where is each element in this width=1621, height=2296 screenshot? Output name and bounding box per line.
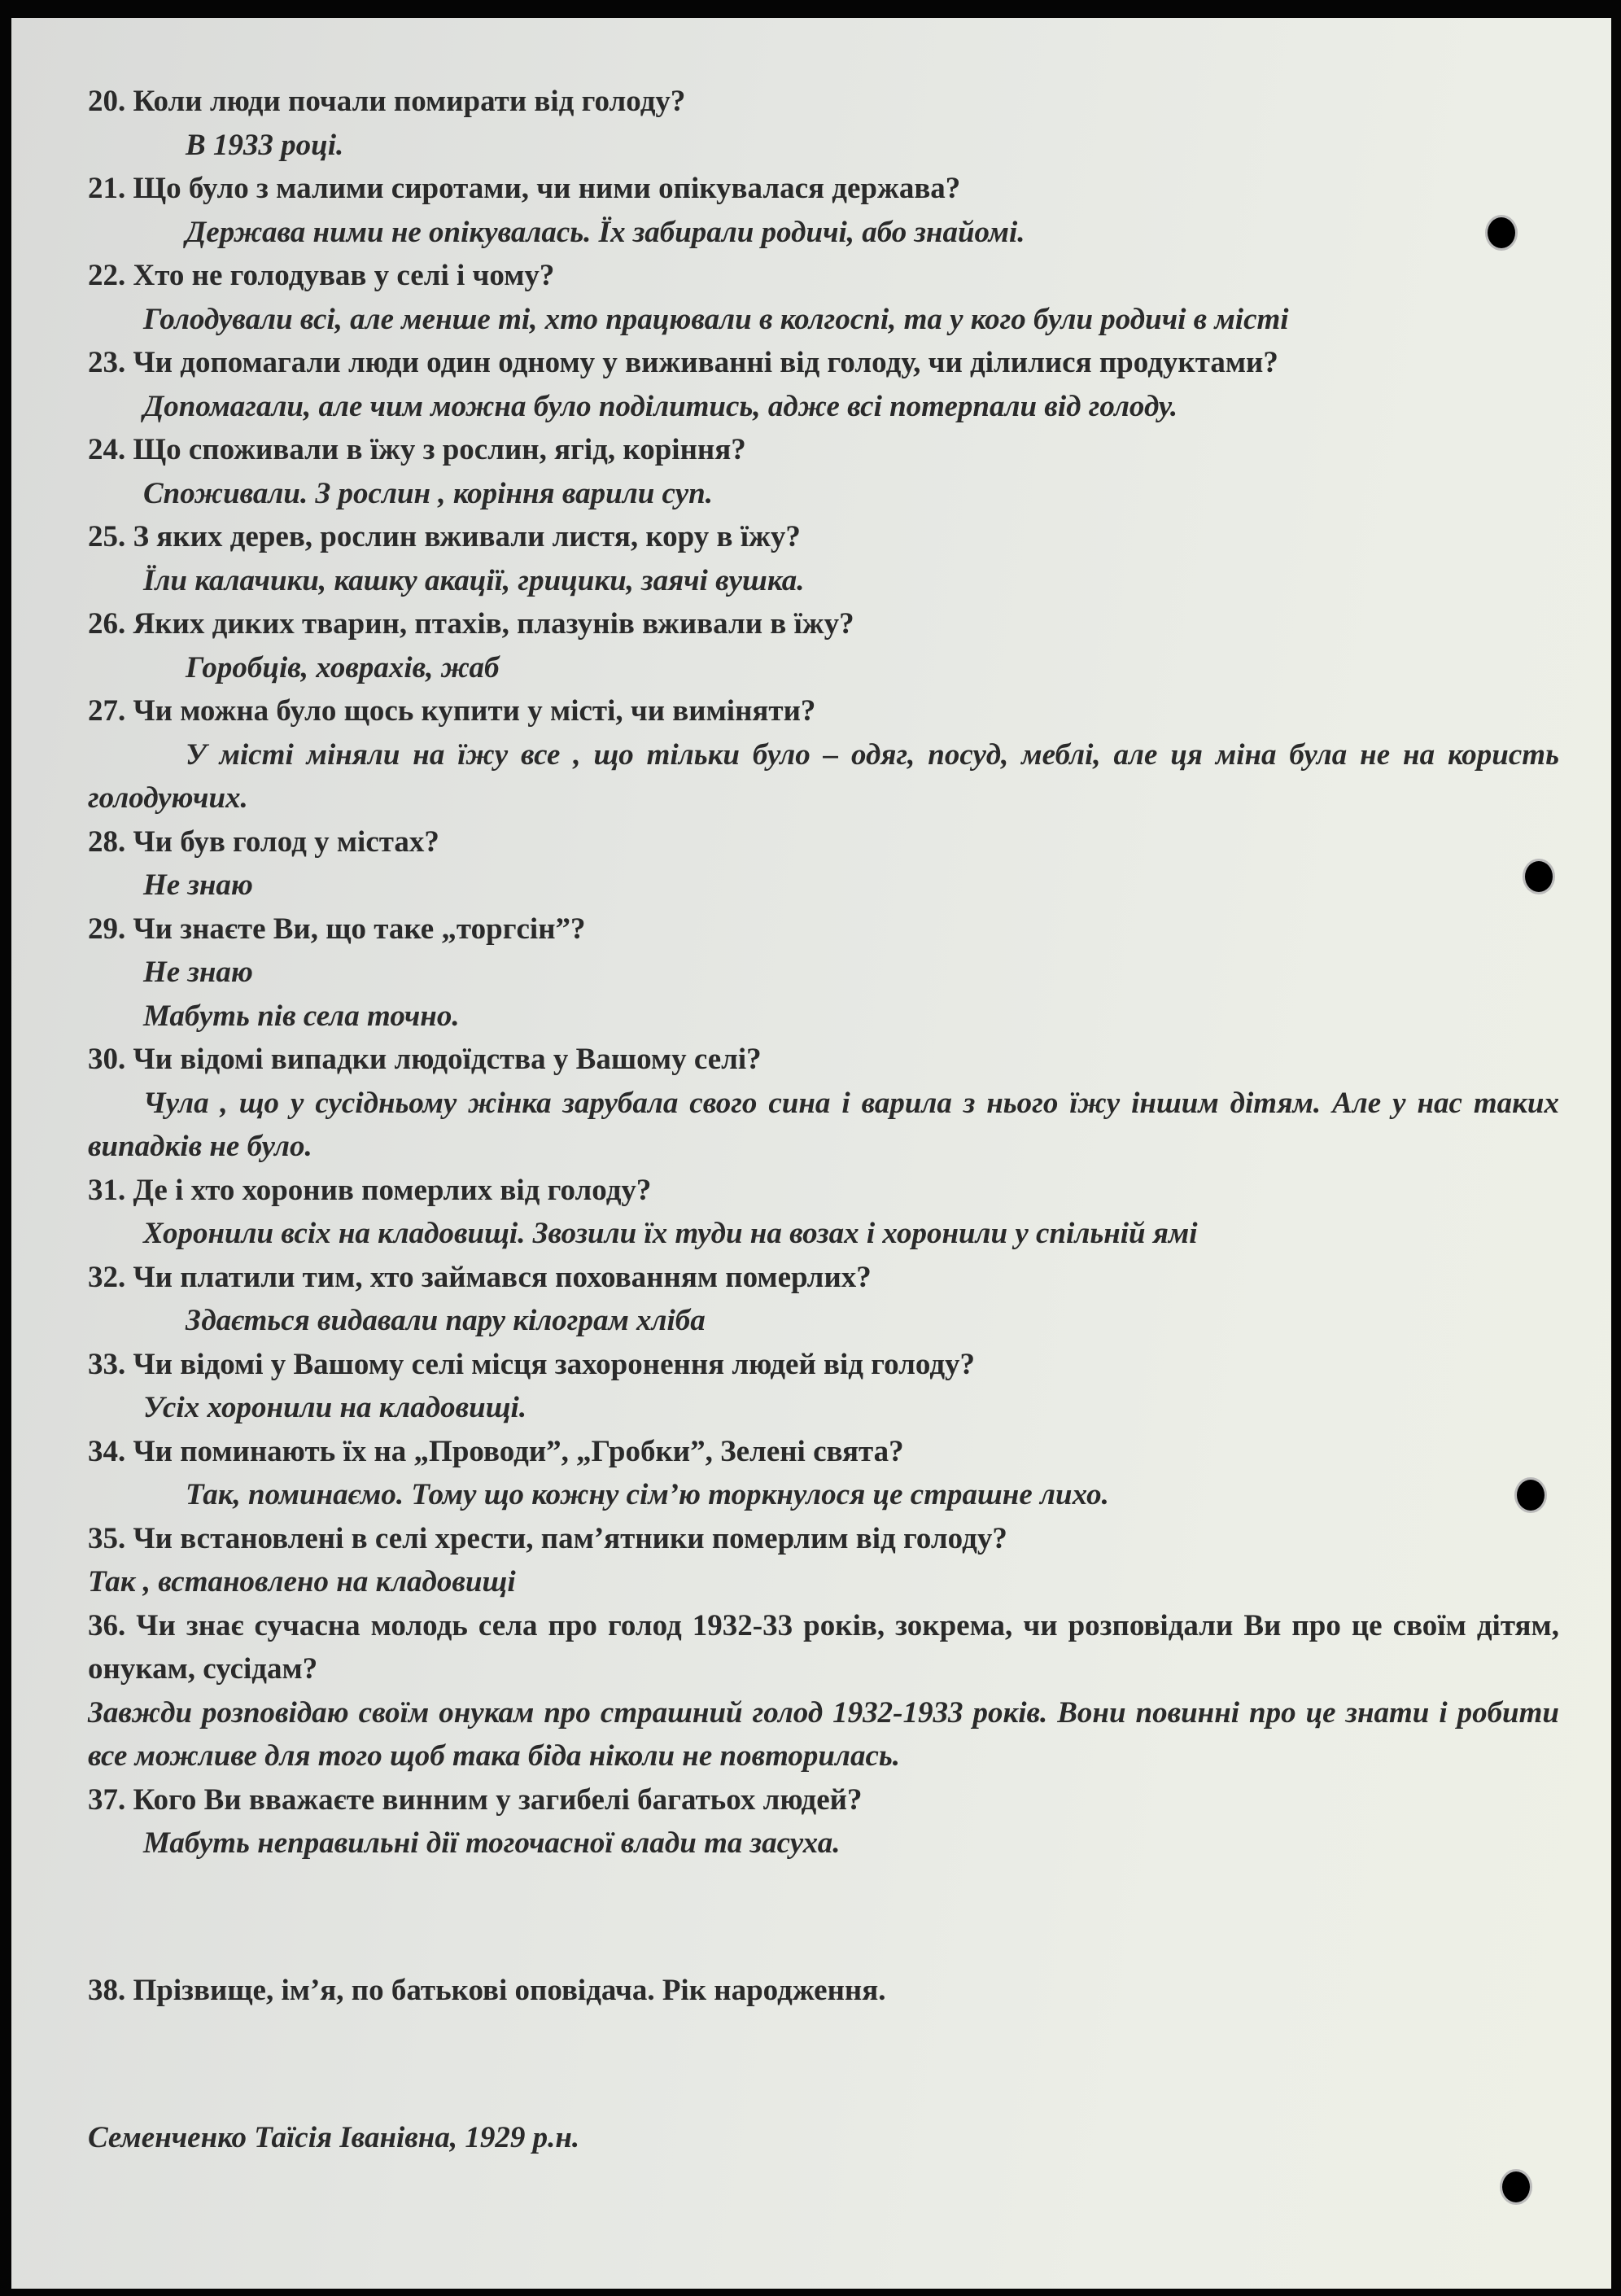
question: 28. Чи був голод у містах?: [88, 824, 439, 859]
answer: Не знаю: [143, 956, 253, 989]
answer: Так, поминаємо. Тому що кожну сім’ю торкнулося це страшне лихо.: [186, 1478, 1109, 1511]
answer: У місті міняли на їжу все , що тільки було – одяг, посуд, меблі, але ця міна була не на користь голодуючих.: [88, 737, 1559, 815]
punch-hole: [1488, 217, 1515, 248]
punch-hole: [1517, 1480, 1545, 1511]
question: 33. Чи відомі у Вашому селі місця захоронення людей від голоду?: [88, 1347, 976, 1381]
answer: Допомагали, але чим можна було поділитись, адже всі потерпали від голоду.: [143, 389, 1178, 423]
answer: Семенченко Таїсія Іванівна, 1929 р.н.: [88, 2121, 580, 2154]
question: 32. Чи платили тим, хто займався похованням померлих?: [88, 1260, 872, 1294]
answer: Горобців, ховрахів, жаб: [186, 650, 500, 684]
answer: Мабуть пів села точно.: [143, 999, 460, 1033]
question: 29. Чи знаєте Ви, що таке „торгсін”?: [88, 912, 586, 946]
answer: Так , встановлено на кладовищі: [88, 1565, 516, 1598]
answer: В 1933 році.: [186, 128, 344, 162]
question: 27. Чи можна було щось купити у місті, чи виміняти?: [88, 694, 816, 728]
answer: Хоронили всіх на кладовищі. Звозили їх туди на возах і хоронили у спільній ямі: [143, 1217, 1198, 1250]
answer: Споживали. З рослин , коріння варили суп.: [143, 476, 713, 510]
answer: Завжди розповідаю своїм онукам про страшний голод 1932-1933 років. Вони повинні про це знати і робити все можливе для того щоб така біда ніколи не повторилась.: [88, 1695, 1559, 1773]
question: 30. Чи відомі випадки людоїдства у Вашому селі?: [88, 1043, 762, 1076]
question: 31. Де і хто хоронив померлих від голоду?: [88, 1173, 652, 1207]
question: 23. Чи допомагали люди один одному у виживанні від голоду, чи ділилися продуктами?: [88, 346, 1278, 379]
answer: Здається видавали пару кілограм хліба: [186, 1304, 706, 1337]
answer: Їли калачики, кашку акації, грицики, заячі вушка.: [143, 563, 805, 597]
answer: Чула , що у сусідньому жінка зарубала свого сина і варила з нього їжу іншим дітям. Але у нас таких випадків не було.: [88, 1086, 1559, 1163]
questionnaire-text: [88, 80, 1559, 2160]
question: 22. Хто не голодував у селі і чому?: [88, 259, 555, 292]
punch-hole: [1525, 861, 1553, 892]
answer: Не знаю: [143, 868, 253, 902]
answer: Голодували всі, але менше ті, хто працювали в колгоспі, та у кого були родичі в місті: [143, 302, 1289, 336]
blank-line: [88, 2043, 1559, 2087]
question: 37. Кого Ви вважаєте винним у загибелі багатьох людей?: [88, 1782, 863, 1817]
question: 20. Коли люди почали помирати від голоду?: [88, 85, 686, 118]
question: 26. Яких диких тварин, птахів, плазунів вживали в їжу?: [88, 607, 854, 641]
question: 38. Прізвище, ім’я, по батькові оповідача. Рік народження.: [88, 1974, 886, 2007]
question: 34. Чи поминають їх на „Проводи”, „Гробки”, Зелені свята?: [88, 1434, 904, 1468]
question: 25. З яких дерев, рослин вживали листя, кору в їжу?: [88, 520, 801, 553]
answer: Мабуть неправильні дії тогочасної влади та засуха.: [143, 1826, 841, 1860]
question: 35. Чи встановлені в селі хрести, пам’ятники померлим від голоду?: [88, 1521, 1007, 1555]
question: 21. Що було з малими сиротами, чи ними опікувалася держава?: [88, 172, 961, 205]
question: 36. Чи знає сучасна молодь села про голод 1932-33 років, зокрема, чи розповідали Ви про це своїм дітям, онукам, сусідам?: [88, 1608, 1559, 1686]
scanned-page: [11, 18, 1611, 2289]
answer: Усіх хоронили на кладовищі.: [143, 1391, 527, 1424]
blank-line: [88, 1896, 1559, 1940]
punch-hole: [1502, 2171, 1530, 2202]
answer: Держава ними не опікувалась. Їх забирали родичі, або знайомі.: [186, 215, 1025, 249]
question: 24. Що споживали в їжу з рослин, ягід, коріння?: [88, 433, 746, 466]
